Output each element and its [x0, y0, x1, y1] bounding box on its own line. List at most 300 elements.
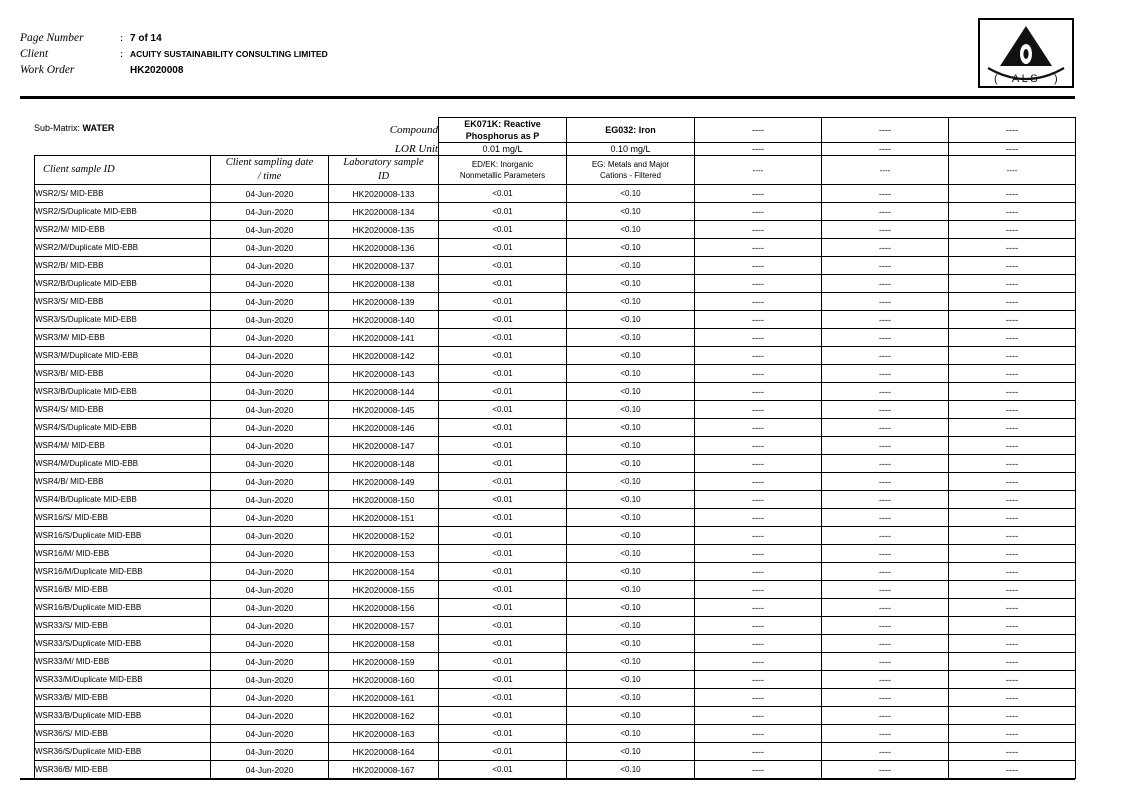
cell-empty: ---- [822, 275, 949, 293]
svg-text:(: ( [994, 73, 998, 85]
table-row [35, 563, 1076, 581]
cell-empty: ---- [822, 203, 949, 221]
cell-empty: ---- [822, 743, 949, 761]
cell-value-iron: <0.10 [567, 491, 695, 509]
cell-value-iron: <0.10 [567, 455, 695, 473]
cell-lab-sample-id: HK2020008-142 [329, 347, 439, 365]
cell-value-iron: <0.10 [567, 563, 695, 581]
cell-empty: ---- [695, 599, 822, 617]
cell-sampling-date: 04-Jun-2020 [211, 545, 329, 563]
cell-value-phosphorus: <0.01 [439, 221, 567, 239]
cell-sampling-date: 04-Jun-2020 [211, 581, 329, 599]
cell-empty: ---- [822, 365, 949, 383]
cell-empty: ---- [695, 455, 822, 473]
cell-empty: ---- [949, 509, 1076, 527]
cell-empty: ---- [822, 185, 949, 203]
cell-value-iron: <0.10 [567, 509, 695, 527]
cell-empty: ---- [949, 455, 1076, 473]
table-row [35, 239, 1076, 257]
table-row [35, 743, 1076, 761]
compound-row-label: Compound [389, 124, 438, 136]
cell-value-phosphorus: <0.01 [439, 743, 567, 761]
table-row [35, 275, 1076, 293]
cell-sampling-date: 04-Jun-2020 [211, 383, 329, 401]
cell-sampling-date: 04-Jun-2020 [211, 725, 329, 743]
table-row [35, 455, 1076, 473]
cell-value-iron: <0.10 [567, 203, 695, 221]
cell-lab-sample-id: HK2020008-157 [329, 617, 439, 635]
table-row [35, 761, 1076, 779]
cell-empty: ---- [949, 419, 1076, 437]
sub-matrix-value: WATER [82, 123, 115, 133]
cell-client-sample-id: WSR2/M/Duplicate MID-EBB [35, 239, 211, 257]
cell-empty: ---- [695, 221, 822, 239]
cell-lab-sample-id: HK2020008-145 [329, 401, 439, 419]
cell-empty: ---- [822, 545, 949, 563]
table-row [35, 293, 1076, 311]
analyte-group-3: ---- [695, 156, 822, 185]
cell-empty: ---- [822, 455, 949, 473]
cell-empty: ---- [822, 383, 949, 401]
cell-sampling-date: 04-Jun-2020 [211, 419, 329, 437]
cell-empty: ---- [822, 293, 949, 311]
sub-matrix-label: Sub-Matrix: [34, 123, 81, 133]
column-header-row [35, 156, 1076, 185]
col-header-date-line2: / time [257, 171, 282, 182]
work-order-value: HK2020008 [130, 65, 184, 76]
cell-empty: ---- [695, 185, 822, 203]
page-number-colon: : [120, 32, 124, 44]
cell-empty: ---- [949, 221, 1076, 239]
table-row [35, 527, 1076, 545]
cell-value-phosphorus: <0.01 [439, 383, 567, 401]
cell-client-sample-id: WSR33/B/ MID-EBB [35, 689, 211, 707]
compound-cell-4: ---- [822, 118, 949, 143]
cell-empty: ---- [822, 509, 949, 527]
cell-empty: ---- [695, 383, 822, 401]
analyte-group-2-line1: EG: Metals and Major [591, 160, 670, 169]
cell-empty: ---- [822, 671, 949, 689]
cell-empty: ---- [822, 689, 949, 707]
cell-sampling-date: 04-Jun-2020 [211, 527, 329, 545]
cell-empty: ---- [695, 329, 822, 347]
table-row [35, 545, 1076, 563]
cell-value-iron: <0.10 [567, 653, 695, 671]
cell-value-phosphorus: <0.01 [439, 203, 567, 221]
cell-sampling-date: 04-Jun-2020 [211, 329, 329, 347]
cell-empty: ---- [949, 635, 1076, 653]
cell-empty: ---- [949, 239, 1076, 257]
table-row [35, 329, 1076, 347]
cell-empty: ---- [822, 617, 949, 635]
compound-cell-3: ---- [695, 118, 822, 143]
cell-value-phosphorus: <0.01 [439, 707, 567, 725]
analyte-group-1-line1: ED/EK: Inorganic [471, 160, 534, 169]
cell-sampling-date: 04-Jun-2020 [211, 599, 329, 617]
table-row [35, 365, 1076, 383]
cell-empty: ---- [695, 491, 822, 509]
cell-sampling-date: 04-Jun-2020 [211, 203, 329, 221]
cell-client-sample-id: WSR36/S/Duplicate MID-EBB [35, 743, 211, 761]
cell-lab-sample-id: HK2020008-135 [329, 221, 439, 239]
cell-sampling-date: 04-Jun-2020 [211, 761, 329, 779]
table-row [35, 383, 1076, 401]
cell-empty: ---- [949, 383, 1076, 401]
cell-sampling-date: 04-Jun-2020 [211, 617, 329, 635]
cell-client-sample-id: WSR4/B/Duplicate MID-EBB [35, 491, 211, 509]
cell-client-sample-id: WSR4/S/ MID-EBB [35, 401, 211, 419]
table-row [35, 419, 1076, 437]
results-table [34, 117, 1076, 779]
analyte-group-2 [567, 156, 695, 185]
cell-value-phosphorus: <0.01 [439, 293, 567, 311]
cell-value-phosphorus: <0.01 [439, 365, 567, 383]
cell-empty: ---- [822, 653, 949, 671]
cell-client-sample-id: WSR3/S/ MID-EBB [35, 293, 211, 311]
table-row [35, 491, 1076, 509]
cell-sampling-date: 04-Jun-2020 [211, 275, 329, 293]
cell-value-iron: <0.10 [567, 761, 695, 779]
cell-lab-sample-id: HK2020008-160 [329, 671, 439, 689]
work-order-label: Work Order [20, 64, 75, 76]
cell-sampling-date: 04-Jun-2020 [211, 437, 329, 455]
cell-empty: ---- [822, 491, 949, 509]
cell-empty: ---- [949, 491, 1076, 509]
cell-client-sample-id: WSR33/M/Duplicate MID-EBB [35, 671, 211, 689]
cell-value-phosphorus: <0.01 [439, 617, 567, 635]
table-row [35, 401, 1076, 419]
cell-client-sample-id: WSR36/B/ MID-EBB [35, 761, 211, 779]
cell-client-sample-id: WSR4/M/ MID-EBB [35, 437, 211, 455]
cell-value-iron: <0.10 [567, 581, 695, 599]
table-row [35, 347, 1076, 365]
cell-empty: ---- [822, 311, 949, 329]
cell-client-sample-id: WSR3/S/Duplicate MID-EBB [35, 311, 211, 329]
cell-sampling-date: 04-Jun-2020 [211, 239, 329, 257]
cell-sampling-date: 04-Jun-2020 [211, 473, 329, 491]
cell-empty: ---- [695, 293, 822, 311]
page-header [20, 32, 980, 80]
header-row-page-number [20, 32, 980, 48]
header-row-client [20, 48, 980, 64]
cell-value-iron: <0.10 [567, 257, 695, 275]
cell-empty: ---- [822, 725, 949, 743]
cell-empty: ---- [949, 347, 1076, 365]
cell-value-phosphorus: <0.01 [439, 185, 567, 203]
cell-sampling-date: 04-Jun-2020 [211, 293, 329, 311]
table-row [35, 725, 1076, 743]
table-row [35, 581, 1076, 599]
cell-value-iron: <0.10 [567, 707, 695, 725]
cell-empty: ---- [949, 257, 1076, 275]
cell-value-iron: <0.10 [567, 419, 695, 437]
cell-sampling-date: 04-Jun-2020 [211, 563, 329, 581]
cell-empty: ---- [949, 293, 1076, 311]
cell-sampling-date: 04-Jun-2020 [211, 509, 329, 527]
cell-client-sample-id: WSR16/B/ MID-EBB [35, 581, 211, 599]
table-row [35, 257, 1076, 275]
cell-lab-sample-id: HK2020008-162 [329, 707, 439, 725]
cell-value-phosphorus: <0.01 [439, 671, 567, 689]
cell-empty: ---- [949, 707, 1076, 725]
cell-value-phosphorus: <0.01 [439, 257, 567, 275]
cell-sampling-date: 04-Jun-2020 [211, 365, 329, 383]
cell-empty: ---- [822, 437, 949, 455]
cell-sampling-date: 04-Jun-2020 [211, 185, 329, 203]
cell-client-sample-id: WSR4/B/ MID-EBB [35, 473, 211, 491]
cell-empty: ---- [822, 599, 949, 617]
cell-empty: ---- [822, 635, 949, 653]
cell-sampling-date: 04-Jun-2020 [211, 455, 329, 473]
cell-empty: ---- [949, 581, 1076, 599]
cell-value-iron: <0.10 [567, 635, 695, 653]
cell-empty: ---- [949, 365, 1076, 383]
cell-sampling-date: 04-Jun-2020 [211, 311, 329, 329]
cell-empty: ---- [695, 473, 822, 491]
cell-value-iron: <0.10 [567, 473, 695, 491]
table-row [35, 617, 1076, 635]
cell-lab-sample-id: HK2020008-137 [329, 257, 439, 275]
cell-value-phosphorus: <0.01 [439, 401, 567, 419]
cell-empty: ---- [822, 581, 949, 599]
table-row [35, 473, 1076, 491]
cell-empty: ---- [695, 545, 822, 563]
cell-value-phosphorus: <0.01 [439, 347, 567, 365]
cell-empty: ---- [695, 401, 822, 419]
cell-client-sample-id: WSR2/B/Duplicate MID-EBB [35, 275, 211, 293]
compound-1-line1: EK071K: Reactive [464, 119, 541, 129]
cell-empty: ---- [822, 761, 949, 779]
cell-client-sample-id: WSR16/S/ MID-EBB [35, 509, 211, 527]
cell-lab-sample-id: HK2020008-140 [329, 311, 439, 329]
svg-text:): ) [1054, 73, 1058, 85]
cell-value-phosphorus: <0.01 [439, 329, 567, 347]
cell-lab-sample-id: HK2020008-144 [329, 383, 439, 401]
cell-empty: ---- [695, 635, 822, 653]
cell-client-sample-id: WSR33/S/ MID-EBB [35, 617, 211, 635]
table-row [35, 707, 1076, 725]
cell-value-iron: <0.10 [567, 365, 695, 383]
cell-empty: ---- [695, 617, 822, 635]
cell-empty: ---- [949, 185, 1076, 203]
cell-value-iron: <0.10 [567, 743, 695, 761]
cell-value-iron: <0.10 [567, 725, 695, 743]
cell-empty: ---- [949, 725, 1076, 743]
cell-sampling-date: 04-Jun-2020 [211, 743, 329, 761]
cell-client-sample-id: WSR16/S/Duplicate MID-EBB [35, 527, 211, 545]
compound-spacer [35, 118, 329, 143]
header-divider [20, 96, 1075, 99]
cell-client-sample-id: WSR3/M/ MID-EBB [35, 329, 211, 347]
cell-empty: ---- [695, 761, 822, 779]
svg-text:ALS: ALS [1011, 73, 1041, 85]
cell-empty: ---- [949, 401, 1076, 419]
cell-value-phosphorus: <0.01 [439, 527, 567, 545]
lor-unit-cell-1: 0.01 mg/L [439, 143, 567, 156]
cell-value-iron: <0.10 [567, 527, 695, 545]
lor-unit-cell-3: ---- [695, 143, 822, 156]
table-row [35, 671, 1076, 689]
cell-empty: ---- [949, 329, 1076, 347]
cell-value-phosphorus: <0.01 [439, 239, 567, 257]
cell-lab-sample-id: HK2020008-133 [329, 185, 439, 203]
cell-lab-sample-id: HK2020008-156 [329, 599, 439, 617]
cell-value-phosphorus: <0.01 [439, 275, 567, 293]
cell-empty: ---- [695, 725, 822, 743]
analyte-group-5: ---- [949, 156, 1076, 185]
lor-unit-cell-4: ---- [822, 143, 949, 156]
cell-lab-sample-id: HK2020008-158 [329, 635, 439, 653]
cell-client-sample-id: WSR4/M/Duplicate MID-EBB [35, 455, 211, 473]
cell-value-phosphorus: <0.01 [439, 653, 567, 671]
cell-lab-sample-id: HK2020008-150 [329, 491, 439, 509]
cell-empty: ---- [695, 239, 822, 257]
col-header-client-sample-id: Client sample ID [35, 156, 211, 185]
cell-empty: ---- [695, 743, 822, 761]
cell-empty: ---- [949, 275, 1076, 293]
cell-lab-sample-id: HK2020008-148 [329, 455, 439, 473]
cell-value-phosphorus: <0.01 [439, 761, 567, 779]
col-header-lab-sample-id [329, 156, 439, 185]
cell-empty: ---- [949, 761, 1076, 779]
compound-row [35, 118, 1076, 143]
cell-lab-sample-id: HK2020008-152 [329, 527, 439, 545]
analyte-group-4: ---- [822, 156, 949, 185]
compound-cell-1 [439, 118, 567, 143]
cell-empty: ---- [695, 671, 822, 689]
cell-value-iron: <0.10 [567, 185, 695, 203]
cell-value-phosphorus: <0.01 [439, 545, 567, 563]
cell-value-iron: <0.10 [567, 293, 695, 311]
cell-sampling-date: 04-Jun-2020 [211, 401, 329, 419]
cell-value-phosphorus: <0.01 [439, 509, 567, 527]
cell-value-phosphorus: <0.01 [439, 455, 567, 473]
cell-client-sample-id: WSR2/M/ MID-EBB [35, 221, 211, 239]
cell-sampling-date: 04-Jun-2020 [211, 707, 329, 725]
cell-empty: ---- [695, 347, 822, 365]
cell-empty: ---- [695, 257, 822, 275]
cell-client-sample-id: WSR3/M/Duplicate MID-EBB [35, 347, 211, 365]
cell-empty: ---- [949, 563, 1076, 581]
table-row [35, 311, 1076, 329]
table-row [35, 599, 1076, 617]
cell-lab-sample-id: HK2020008-159 [329, 653, 439, 671]
cell-lab-sample-id: HK2020008-138 [329, 275, 439, 293]
page-number-label: Page Number [20, 32, 84, 44]
cell-value-phosphorus: <0.01 [439, 437, 567, 455]
cell-sampling-date: 04-Jun-2020 [211, 221, 329, 239]
cell-lab-sample-id: HK2020008-146 [329, 419, 439, 437]
cell-client-sample-id: WSR16/M/Duplicate MID-EBB [35, 563, 211, 581]
table-row [35, 221, 1076, 239]
col-header-client-sampling-date [211, 156, 329, 185]
cell-empty: ---- [949, 527, 1076, 545]
lor-unit-cell-5: ---- [949, 143, 1076, 156]
cell-empty: ---- [949, 437, 1076, 455]
cell-value-phosphorus: <0.01 [439, 689, 567, 707]
cell-client-sample-id: WSR33/B/Duplicate MID-EBB [35, 707, 211, 725]
cell-lab-sample-id: HK2020008-141 [329, 329, 439, 347]
cell-client-sample-id: WSR2/S/ MID-EBB [35, 185, 211, 203]
cell-empty: ---- [695, 689, 822, 707]
cell-lab-sample-id: HK2020008-153 [329, 545, 439, 563]
cell-lab-sample-id: HK2020008-143 [329, 365, 439, 383]
cell-value-phosphorus: <0.01 [439, 599, 567, 617]
cell-lab-sample-id: HK2020008-161 [329, 689, 439, 707]
compound-cell-5: ---- [949, 118, 1076, 143]
table-row [35, 203, 1076, 221]
cell-empty: ---- [949, 545, 1076, 563]
header-row-work-order [20, 64, 980, 80]
table-row [35, 185, 1076, 203]
cell-empty: ---- [949, 617, 1076, 635]
cell-client-sample-id: WSR16/B/Duplicate MID-EBB [35, 599, 211, 617]
cell-lab-sample-id: HK2020008-164 [329, 743, 439, 761]
cell-empty: ---- [695, 203, 822, 221]
cell-value-phosphorus: <0.01 [439, 311, 567, 329]
cell-value-iron: <0.10 [567, 689, 695, 707]
cell-lab-sample-id: HK2020008-155 [329, 581, 439, 599]
cell-client-sample-id: WSR2/B/ MID-EBB [35, 257, 211, 275]
cell-lab-sample-id: HK2020008-163 [329, 725, 439, 743]
cell-empty: ---- [822, 221, 949, 239]
col-header-lab-line1: Laboratory sample [343, 157, 424, 168]
cell-value-phosphorus: <0.01 [439, 563, 567, 581]
als-logo [978, 18, 1074, 88]
cell-empty: ---- [695, 707, 822, 725]
cell-value-iron: <0.10 [567, 545, 695, 563]
cell-value-phosphorus: <0.01 [439, 581, 567, 599]
cell-empty: ---- [695, 563, 822, 581]
client-value: ACUITY SUSTAINABILITY CONSULTING LIMITED [130, 49, 328, 59]
cell-empty: ---- [949, 689, 1076, 707]
lor-unit-row-label: LOR Unit [394, 142, 438, 155]
footer-divider [20, 778, 1075, 780]
cell-value-iron: <0.10 [567, 221, 695, 239]
cell-lab-sample-id: HK2020008-134 [329, 203, 439, 221]
cell-empty: ---- [822, 329, 949, 347]
cell-value-phosphorus: <0.01 [439, 725, 567, 743]
compound-1-line2: Phosphorus as P [465, 131, 540, 141]
cell-value-iron: <0.10 [567, 311, 695, 329]
cell-empty: ---- [822, 563, 949, 581]
cell-empty: ---- [695, 581, 822, 599]
cell-empty: ---- [822, 347, 949, 365]
client-label: Client [20, 48, 49, 60]
cell-sampling-date: 04-Jun-2020 [211, 635, 329, 653]
analyte-group-1-line2: Nonmetallic Parameters [459, 171, 546, 180]
cell-empty: ---- [695, 365, 822, 383]
cell-client-sample-id: WSR4/S/Duplicate MID-EBB [35, 419, 211, 437]
cell-client-sample-id: WSR3/B/Duplicate MID-EBB [35, 383, 211, 401]
cell-lab-sample-id: HK2020008-149 [329, 473, 439, 491]
cell-value-iron: <0.10 [567, 275, 695, 293]
cell-empty: ---- [695, 509, 822, 527]
compound-2-line1: EG032: Iron [605, 125, 656, 135]
cell-value-phosphorus: <0.01 [439, 491, 567, 509]
cell-empty: ---- [949, 671, 1076, 689]
cell-empty: ---- [695, 311, 822, 329]
analyte-group-1 [439, 156, 567, 185]
cell-client-sample-id: WSR2/S/Duplicate MID-EBB [35, 203, 211, 221]
cell-value-phosphorus: <0.01 [439, 419, 567, 437]
cell-client-sample-id: WSR16/M/ MID-EBB [35, 545, 211, 563]
cell-sampling-date: 04-Jun-2020 [211, 347, 329, 365]
analyte-group-2-line2: Cations - Filtered [600, 171, 661, 180]
cell-sampling-date: 04-Jun-2020 [211, 671, 329, 689]
cell-empty: ---- [822, 401, 949, 419]
cell-value-phosphorus: <0.01 [439, 635, 567, 653]
